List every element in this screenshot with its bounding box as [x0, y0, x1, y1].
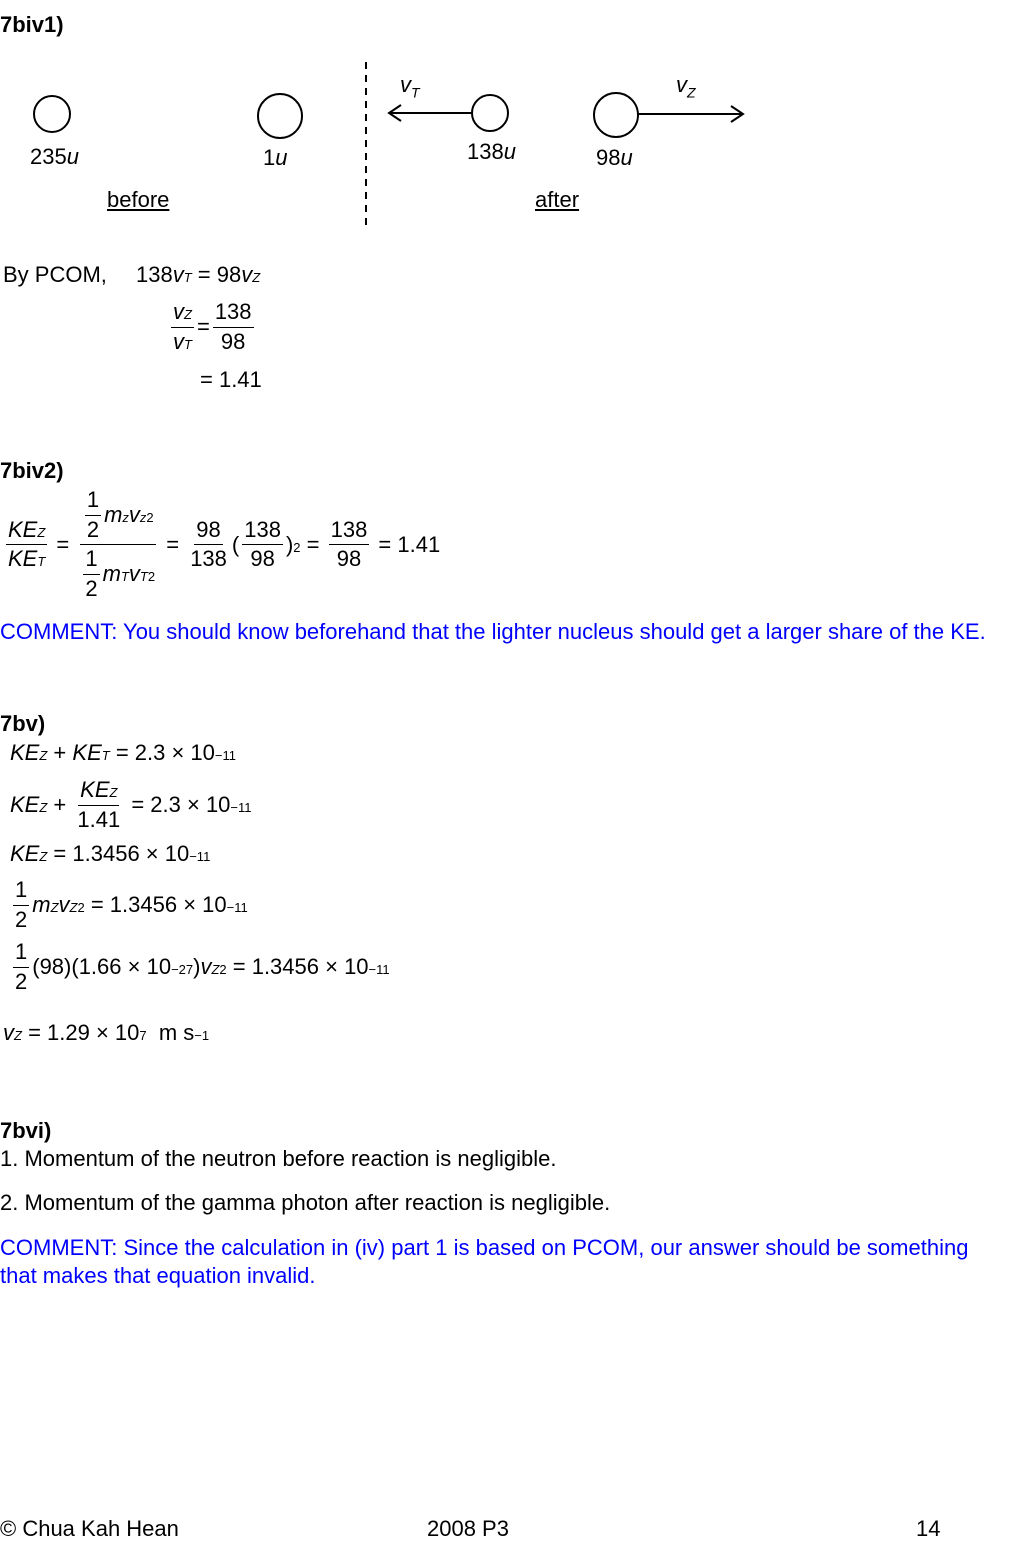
- label-before: before: [107, 187, 170, 212]
- math-term: [197, 314, 210, 340]
- bv-equation-5: [10, 938, 390, 996]
- math-text: 2: [86, 516, 100, 542]
- math-term: [241, 262, 260, 288]
- fraction-numerator: [78, 776, 119, 806]
- fraction: [85, 486, 101, 544]
- fraction-numerator: [194, 516, 222, 546]
- math-text: =: [160, 531, 186, 557]
- math-term: [173, 298, 192, 327]
- math-text: (98)(1.66 × 10: [32, 954, 172, 980]
- math-text: +: [47, 792, 73, 818]
- bv-equation-4: [10, 876, 248, 934]
- math-term: [110, 740, 236, 766]
- comment-biv2: COMMENT: You should know beforehand that the lighter nucleus should get a larger share of the KE.: [0, 619, 986, 644]
- math-term: [250, 545, 274, 574]
- math-text: v: [173, 328, 184, 354]
- heading-7biv1: 7biv1): [0, 12, 64, 37]
- math-term: [337, 545, 361, 574]
- fraction-denominator: [13, 906, 29, 935]
- math-text: = 98: [191, 262, 242, 287]
- math-term: [15, 906, 27, 935]
- math-subscript: Z: [39, 849, 48, 864]
- fraction: [242, 516, 283, 574]
- math-text: KE: [10, 792, 40, 818]
- fraction: [329, 516, 370, 574]
- math-term: [85, 575, 97, 604]
- math-text: 2: [85, 575, 98, 601]
- comment-bvi-line-1: COMMENT: Since the calculation in (iv) part 1 is based on PCOM, our answer should be something: [0, 1235, 969, 1260]
- math-term: [72, 740, 109, 766]
- math-text: = 1.41: [372, 531, 441, 557]
- u235-nucleus: [34, 96, 70, 132]
- math-term: [8, 545, 45, 574]
- math-term: [129, 560, 155, 589]
- math-subscript: Z: [39, 748, 48, 763]
- label-1u: 1u: [263, 145, 288, 170]
- label-after: after: [535, 187, 580, 212]
- bvi-point-2: 2. Momentum of the gamma photon after reaction is negligible.: [0, 1190, 611, 1215]
- math-superscript: −11: [189, 849, 211, 864]
- comment-bvi-line-2: that makes that equation invalid.: [0, 1263, 316, 1288]
- math-text: 138: [214, 299, 252, 324]
- nucleus-138: [472, 95, 508, 131]
- math-term: [80, 776, 117, 805]
- math-term: [103, 560, 129, 589]
- math-term: [372, 532, 440, 558]
- math-text: =: [300, 531, 326, 557]
- math-term: [129, 501, 154, 530]
- math-text: KE: [8, 516, 38, 542]
- math-term: [200, 954, 226, 980]
- fraction: [78, 486, 157, 603]
- math-term: [32, 954, 193, 980]
- fraction-numerator: [13, 876, 29, 906]
- math-term: [104, 501, 129, 530]
- math-subscript: Z: [252, 270, 261, 285]
- collision-diagram: [0, 0, 1015, 260]
- math-text: 98: [220, 328, 246, 354]
- math-text: +: [47, 740, 73, 765]
- math-text: KE: [80, 777, 110, 802]
- math-term: [8, 516, 45, 545]
- fraction-numerator: [13, 938, 29, 968]
- heading-7bv: 7bv): [0, 711, 46, 736]
- math-text: v: [200, 954, 212, 980]
- fraction-denominator: [13, 968, 29, 997]
- math-term: [200, 367, 262, 393]
- math-superscript: −11: [214, 748, 236, 763]
- math-subscript: Z: [14, 1028, 22, 1043]
- math-text: v: [3, 1020, 14, 1045]
- math-superscript: −27: [171, 962, 194, 978]
- math-term: [47, 740, 72, 766]
- math-term: [47, 841, 210, 867]
- math-text: 98: [250, 546, 275, 572]
- math-text: = 1.41: [200, 367, 262, 392]
- math-subscript: z: [122, 509, 129, 525]
- pcom-equation-3: [200, 367, 262, 393]
- math-text: 138: [244, 516, 281, 542]
- fraction-numerator: [83, 545, 99, 575]
- math-subscript: T: [120, 568, 129, 584]
- math-text: v: [58, 892, 70, 918]
- math-term: [32, 892, 58, 918]
- fraction-denominator: [85, 516, 101, 545]
- math-subscript: Z: [37, 524, 46, 540]
- math-superscript: −1: [194, 1028, 210, 1043]
- math-text: v: [128, 501, 140, 527]
- math-term: [10, 841, 47, 867]
- math-text: 2: [15, 968, 28, 994]
- math-text: = 1.3456 × 10: [226, 954, 369, 980]
- footer-page-number: 14: [916, 1516, 941, 1541]
- math-text: 1: [86, 487, 100, 512]
- bv-equation-6: [3, 1020, 209, 1046]
- math-text: v: [128, 560, 140, 586]
- math-superscript: 2: [77, 900, 85, 916]
- neutron: [258, 94, 302, 138]
- fraction-numerator: [242, 516, 283, 546]
- math-text: v: [173, 299, 184, 324]
- fraction-numerator: [80, 486, 156, 545]
- math-text: 1: [15, 877, 28, 902]
- label-98u: 98u: [596, 145, 633, 170]
- math-term: [147, 1020, 210, 1046]
- math-superscript: 2: [146, 509, 154, 525]
- math-text: v: [172, 262, 184, 287]
- math-text: = 1.3456 × 10: [84, 892, 227, 918]
- math-term: [192, 262, 242, 288]
- bv-equation-1: [10, 740, 236, 766]
- math-text: 1.41: [77, 806, 121, 832]
- fraction-denominator: [171, 328, 194, 357]
- math-term: [125, 792, 251, 818]
- math-subscript: Z: [109, 785, 118, 800]
- math-text: = 2.3 × 10: [109, 740, 215, 765]
- math-term: [244, 516, 281, 545]
- math-text: = 1.3456 × 10: [47, 841, 190, 866]
- math-text: KE: [72, 740, 102, 765]
- math-term: [331, 516, 368, 545]
- fraction: [6, 516, 47, 574]
- heading-7bvi: 7bvi): [0, 1118, 52, 1143]
- fraction-denominator: [248, 545, 276, 574]
- math-term: [59, 892, 85, 918]
- fraction: [83, 545, 99, 603]
- math-subscript: z: [139, 509, 147, 525]
- math-term: [87, 516, 99, 545]
- math-text: 1: [15, 939, 28, 964]
- math-text: 98: [336, 546, 362, 572]
- math-text: KE: [10, 841, 40, 866]
- fraction: [75, 776, 122, 834]
- math-term: [47, 792, 72, 818]
- math-term: [10, 792, 47, 818]
- math-text: v: [241, 262, 253, 287]
- fraction: [13, 876, 29, 934]
- math-term: [15, 938, 27, 967]
- math-term: [301, 532, 326, 558]
- fraction: [171, 298, 194, 356]
- pcom-label: By PCOM,: [3, 262, 107, 287]
- fraction-numerator: [85, 486, 101, 516]
- math-text: m s: [146, 1020, 195, 1045]
- math-term: [221, 328, 245, 357]
- math-term: [160, 532, 185, 558]
- math-text: = 2.3 × 10: [125, 792, 231, 818]
- math-term: [173, 328, 192, 357]
- math-term: [227, 954, 390, 980]
- math-text: 138: [190, 546, 227, 572]
- math-text: (: [231, 531, 240, 557]
- bvi-point-1: 1. Momentum of the neutron before reaction is negligible.: [0, 1146, 557, 1171]
- math-term: [190, 545, 227, 574]
- math-subscript: T: [183, 270, 192, 285]
- fraction-denominator: [78, 545, 157, 603]
- nucleus-98: [594, 93, 638, 137]
- math-term: [87, 486, 99, 515]
- math-superscript: 7: [139, 1028, 147, 1043]
- math-term: [173, 262, 192, 288]
- fraction-numerator: [329, 516, 370, 546]
- label-vZ: $v_Z$: [676, 72, 696, 101]
- math-text: 2: [15, 906, 28, 932]
- heading-7biv2: 7biv2): [0, 458, 64, 483]
- math-term: [3, 1020, 22, 1046]
- math-subscript: T: [139, 568, 148, 584]
- fraction-denominator: [6, 545, 47, 574]
- math-superscript: −11: [368, 962, 390, 978]
- math-term: [136, 262, 173, 288]
- math-term: [15, 876, 27, 905]
- math-text: ): [285, 531, 294, 557]
- math-subscript: T: [184, 336, 192, 352]
- math-term: [215, 298, 252, 327]
- math-text: =: [50, 531, 76, 557]
- math-superscript: −11: [230, 800, 252, 816]
- math-text: = 1.29 × 10: [21, 1020, 140, 1045]
- ke-ratio-equation: [3, 486, 440, 603]
- label-138u: 138u: [467, 139, 516, 164]
- math-term: [232, 532, 239, 558]
- math-subscript: T: [101, 748, 110, 763]
- fraction-denominator: [83, 575, 99, 604]
- math-text: KE: [10, 740, 40, 765]
- math-term: [15, 968, 27, 997]
- math-text: 138: [330, 516, 368, 542]
- footer-paper: 2008 P3: [427, 1516, 509, 1541]
- math-term: [85, 892, 248, 918]
- math-text: 98: [196, 516, 221, 542]
- math-text: 138: [136, 262, 173, 287]
- math-text: m: [104, 501, 123, 527]
- math-text: =: [196, 314, 210, 340]
- math-superscript: 2: [219, 962, 227, 978]
- pcom-equation-2: [168, 298, 257, 356]
- math-superscript: 2: [293, 539, 301, 555]
- math-subscript: Z: [50, 900, 59, 916]
- math-superscript: −11: [226, 900, 248, 916]
- math-term: [10, 740, 47, 766]
- math-text: 1: [85, 546, 98, 572]
- math-subscript: Z: [69, 900, 78, 916]
- math-subscript: Z: [39, 800, 48, 816]
- label-235u: 235u: [30, 144, 79, 169]
- math-term: [22, 1020, 147, 1046]
- math-subscript: Z: [211, 962, 220, 978]
- math-text: m: [32, 892, 51, 918]
- fraction: [188, 516, 229, 574]
- math-term: [286, 532, 301, 558]
- math-term: [85, 545, 97, 574]
- fraction-denominator: [188, 545, 229, 574]
- pcom-equation-1: [136, 262, 260, 288]
- fraction-denominator: [335, 545, 363, 574]
- fraction-numerator: [213, 298, 254, 328]
- bv-equation-3: [10, 841, 210, 867]
- bv-equation-2: [10, 776, 252, 834]
- fraction-numerator: [171, 298, 194, 328]
- fraction-denominator: [75, 806, 122, 835]
- fraction-numerator: [6, 516, 47, 546]
- label-vT: $v_T$: [400, 72, 420, 101]
- footer-author: © Chua Kah Hean: [0, 1516, 179, 1541]
- math-term: [196, 516, 220, 545]
- math-term: [193, 954, 200, 980]
- math-subscript: Z: [184, 307, 192, 322]
- math-text: m: [102, 560, 121, 586]
- fraction: [13, 938, 29, 996]
- math-text: ): [193, 954, 201, 980]
- math-superscript: 2: [147, 568, 156, 584]
- fraction-denominator: [219, 328, 247, 357]
- math-term: [77, 806, 120, 835]
- math-term: [50, 532, 75, 558]
- math-subscript: T: [37, 554, 46, 570]
- math-text: KE: [8, 546, 38, 572]
- fraction: [213, 298, 254, 356]
